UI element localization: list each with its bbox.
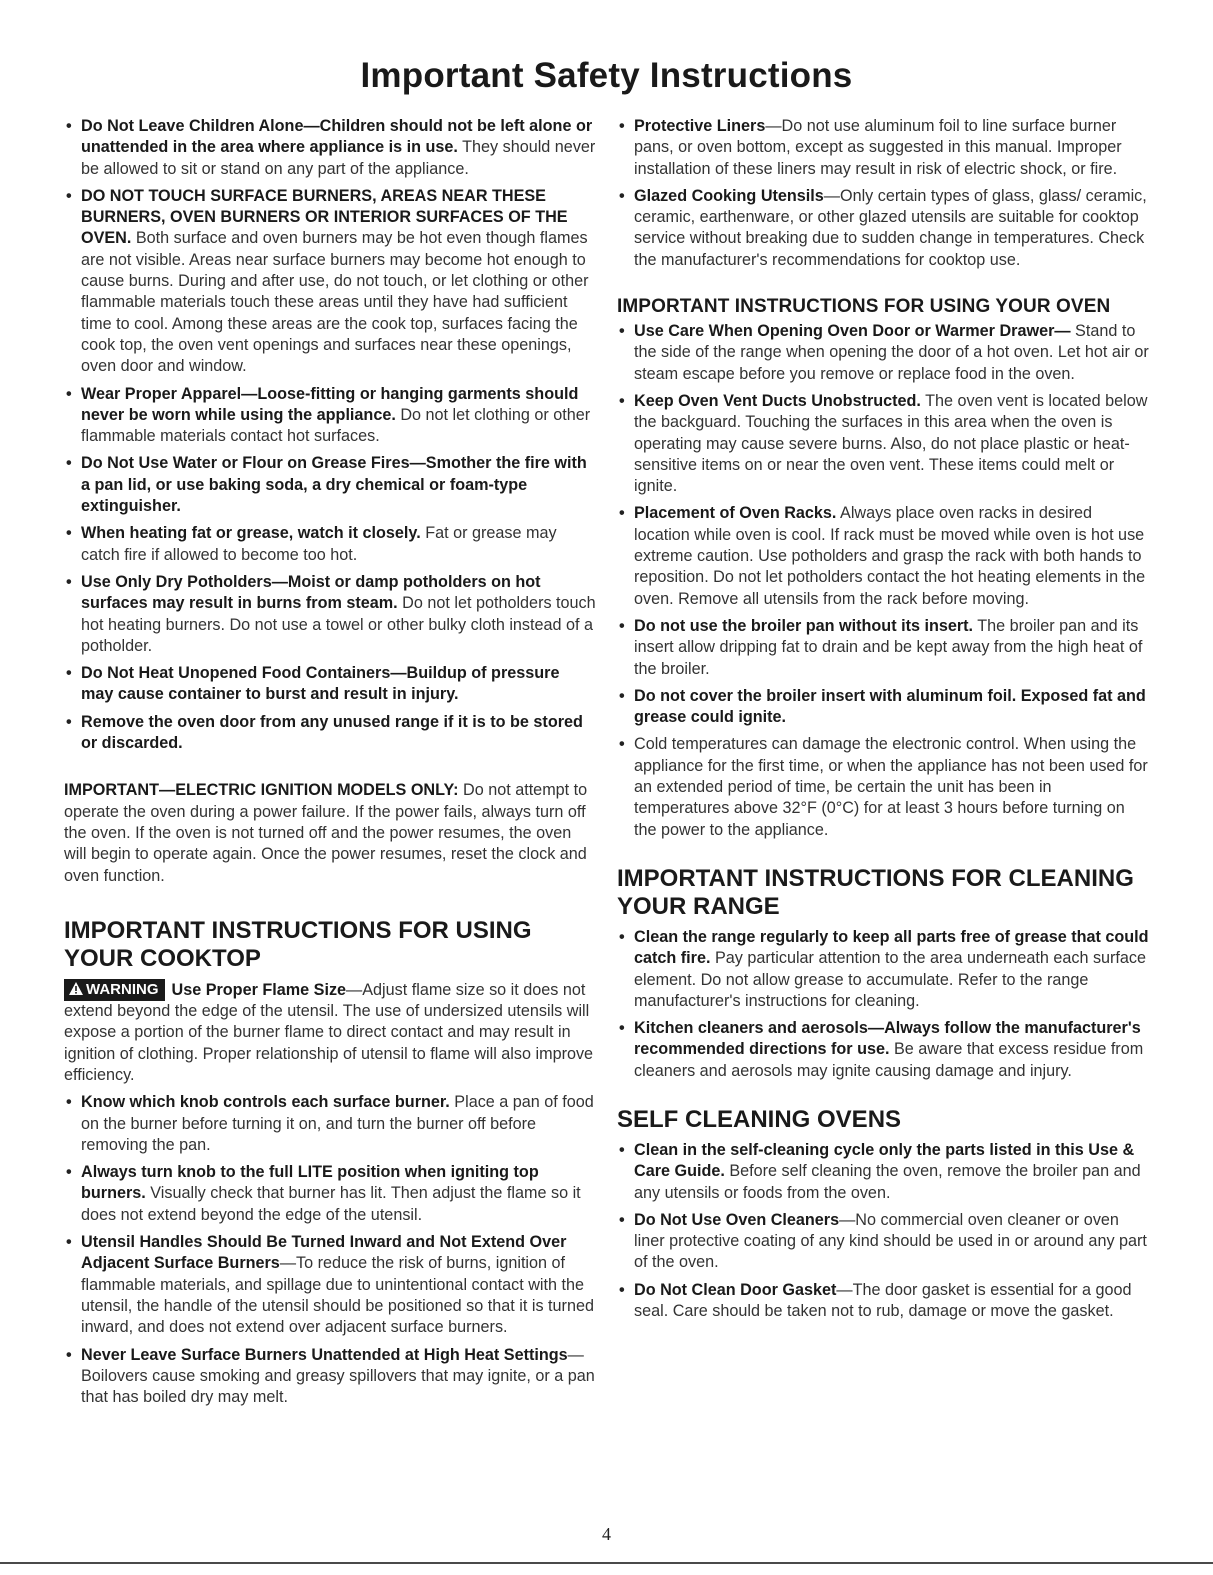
list-item: • Do Not Use Oven Cleaners—No commercial oven cleaner or oven liner protective coating of any kind should be used in or around any part of the oven. [619,1210,1147,1272]
self-cleaning-list [617,1140,1151,1322]
bullet-icon: • [66,186,72,205]
list-item: • Cold temperatures can damage the electronic control. When using the appliance for the first time, or when the appliance has not been used for an extended period of time, be certain the unit has been in temperatures above 32°F (0°C) for at least 3 hours before turning on the power to the appliance. [619,735,1148,839]
bullet-icon: • [619,616,625,635]
list-item: • Clean the range regularly to keep all parts free of grease that could catch fire. Pay particular attention to the area underneath each surface element. Do not allow grease to accumulate. Refer to the range manufacturer's instructions for cleaning. [619,927,1149,1010]
list-item: • Glazed Cooking Utensils—Only certain types of glass, glass/ ceramic, ceramic, earthenware, or other glazed utensils are suitable for cooktop service without breaking due to sudden change in temperatures. Check the manufacturer's recommendations for cooktop use. [619,186,1147,269]
list-item: • Clean in the self-cleaning cycle only the parts listed in this Use & Care Guide. Before self cleaning the oven, remove the broiler pan and any utensils or foods from the oven. [619,1140,1141,1202]
list-item: • Do Not Leave Children Alone—Children should not be left alone or unattended in the area where appliance is in use. They should never be allowed to sit or stand on any part of the appliance. [66,117,596,178]
bullet-icon: • [619,1280,625,1299]
bullet-icon: • [619,391,625,410]
cleaning-list [617,927,1151,1082]
list-item: • Utensil Handles Should Be Turned Inward and Not Extend Over Adjacent Surface Burners—To reduce the risk of burns, ignition of flammable materials, and spillage due to unintentional contact with the utensil, the handle of the utensil should be positioned so that it is turned inward, and does not extend over adjacent surface burners. [66,1233,594,1337]
bullet-icon: • [66,524,72,543]
bullet-icon: • [619,504,625,523]
list-item: • Wear Proper Apparel—Loose-fitting or hanging garments should never be worn while using the appliance. Do not let clothing or other flammable materials contact hot surfaces. [66,384,591,446]
self-cleaning-heading: SELF CLEANING OVENS [617,1105,902,1133]
left-column [64,116,596,1414]
list-item: • Never Leave Surface Burners Unattended at High Heat Settings—Boilovers cause smoking and greasy spillovers that may ignite, or a pan that has boiled dry may melt. [66,1345,595,1407]
liner-utensil-list [617,116,1151,271]
list-item: • Keep Oven Vent Ducts Unobstructed. The oven vent is located below the backguard. Touching the surfaces in this area when the oven is operating may cause severe burns. Also, do not place plastic or heat-sensitive items on or near the oven vent. These items could melt or ignite. [619,391,1148,496]
right-column [617,116,1151,1328]
page-title: Important Safety Instructions [360,56,853,95]
cooktop-list [64,1092,596,1408]
bullet-icon: • [66,1233,72,1252]
page-number: 4 [602,1524,611,1544]
bullet-icon: • [66,572,72,591]
warning-paragraph: WARNING Use Proper Flame Size—Adjust flame size so it does not extend beyond the edge of the utensil. The use of undersized utensils will expose a portion of the burner flame to direct contact and may result in ignition of clothing. Proper relationship of utensil to flame will also improve efficiency. [64,980,594,1084]
list-item: • Do not cover the broiler insert with aluminum foil. Exposed fat and grease could ignite. [619,686,1146,727]
list-item: • Use Only Dry Potholders—Moist or damp potholders on hot surfaces may result in burns from steam. Do not let potholders touch hot heating burners. Do not use a towel or other bulky cloth instead of a potholder. [66,572,596,655]
warning-badge: WARNING [64,979,165,1001]
list-item: • Protective Liners—Do not use aluminum foil to line surface burner pans, or oven bottom, except as suggested in this manual. Improper installation of these liners may result in risk of electric shock, or fire. [619,117,1122,178]
list-item: • Placement of Oven Racks. Always place oven racks in desired location while oven is cool. If rack must be moved while oven is hot use extreme caution. Use potholders and grasp the rack with both hands to reposition. Do not let potholders contact the hot heating elements in the oven. Remove all utensils from the rack before moving. [619,504,1146,608]
bullet-icon: • [66,712,72,731]
list-item: • When heating fat or grease, watch it closely. Fat or grease may catch fire if allowed to become too hot. [66,524,557,564]
bullet-icon: • [66,384,72,403]
bullet-icon: • [66,1163,72,1182]
cleaning-heading: IMPORTANT INSTRUCTIONS FOR CLEANING YOUR RANGE [617,864,1134,920]
bullet-icon: • [66,1093,72,1112]
electric-ignition-note: IMPORTANT—ELECTRIC IGNITION MODELS ONLY: Do not attempt to operate the oven during a power failure. If the power fails, always turn off the oven. If the oven is not turned off and the power resumes, the oven will begin to operate again. Once the power resumes, reset the clock and oven function. [64,781,588,885]
list-item: • Know which knob controls each surface burner. Place a pan of food on the burner before turning it on, and turn the burner off before removing the pan. [66,1093,594,1154]
bullet-icon: • [66,1345,72,1364]
general-safety-list [64,116,596,754]
list-item: • Do Not Heat Unopened Food Containers—Buildup of pressure may cause container to burst and result in injury. [66,664,560,704]
bullet-icon: • [619,686,625,705]
bullet-icon: • [66,664,72,683]
bullet-icon: • [619,186,625,205]
list-item: • Do Not Clean Door Gasket—The door gasket is essential for a good seal. Care should be taken not to rub, damage or move the gasket. [619,1280,1132,1321]
list-item: • Use Care When Opening Oven Door or Warmer Drawer— Stand to the side of the range when opening the door of a hot oven. Let hot air or steam escape before you remove or replace food in the oven. [619,322,1149,383]
bullet-icon: • [619,735,625,754]
bullet-icon: • [619,927,625,946]
footer-divider [0,1562,1213,1564]
bullet-icon: • [66,117,72,135]
list-item: • Do not use the broiler pan without its insert. The broiler pan and its insert allow dripping fat to drain and be kept away from the high heat of the broiler. [619,616,1143,678]
bullet-icon: • [619,117,625,135]
cooktop-heading: IMPORTANT INSTRUCTIONS FOR USING YOUR COOKTOP [64,916,532,972]
bullet-icon: • [619,1019,625,1038]
bullet-icon: • [66,454,72,473]
list-item: • Always turn knob to the full LITE position when igniting top burners. Visually check that burner has lit. Then adjust the flame so it does not extend beyond the edge of the utensil. [66,1163,581,1224]
warning-triangle-icon [68,981,84,996]
bullet-icon: • [619,1210,625,1229]
list-item: • Kitchen cleaners and aerosols—Always follow the manufacturer's recommended directions for use. Be aware that excess residue from cleaners and aerosols may ignite causing damage and injury. [619,1019,1144,1080]
oven-heading: IMPORTANT INSTRUCTIONS FOR USING YOUR OVEN [617,296,1111,318]
list-item: • Remove the oven door from any unused range if it is to be stored or discarded. [66,712,583,753]
list-item: • Do Not Use Water or Flour on Grease Fires—Smother the fire with a pan lid, or use baking soda, a dry chemical or foam-type extinguisher. [66,454,587,516]
bullet-icon: • [619,322,625,341]
oven-list [617,321,1151,841]
list-item: • DO NOT TOUCH SURFACE BURNERS, AREAS NEAR THESE BURNERS, OVEN BURNERS OR INTERIOR SURFACES OF THE OVEN. Both surface and oven burners may be hot even though flames are not visible. Areas near surface burners may become hot enough to cause burns. During and after use, do not touch, or let clothing or other flammable materials touch these areas until they have had sufficient time to cool. Among these areas are the cook top, surfaces facing the cook top, the oven vent openings and surfaces near these openings, oven door and window. [66,186,589,376]
bullet-icon: • [619,1140,625,1159]
